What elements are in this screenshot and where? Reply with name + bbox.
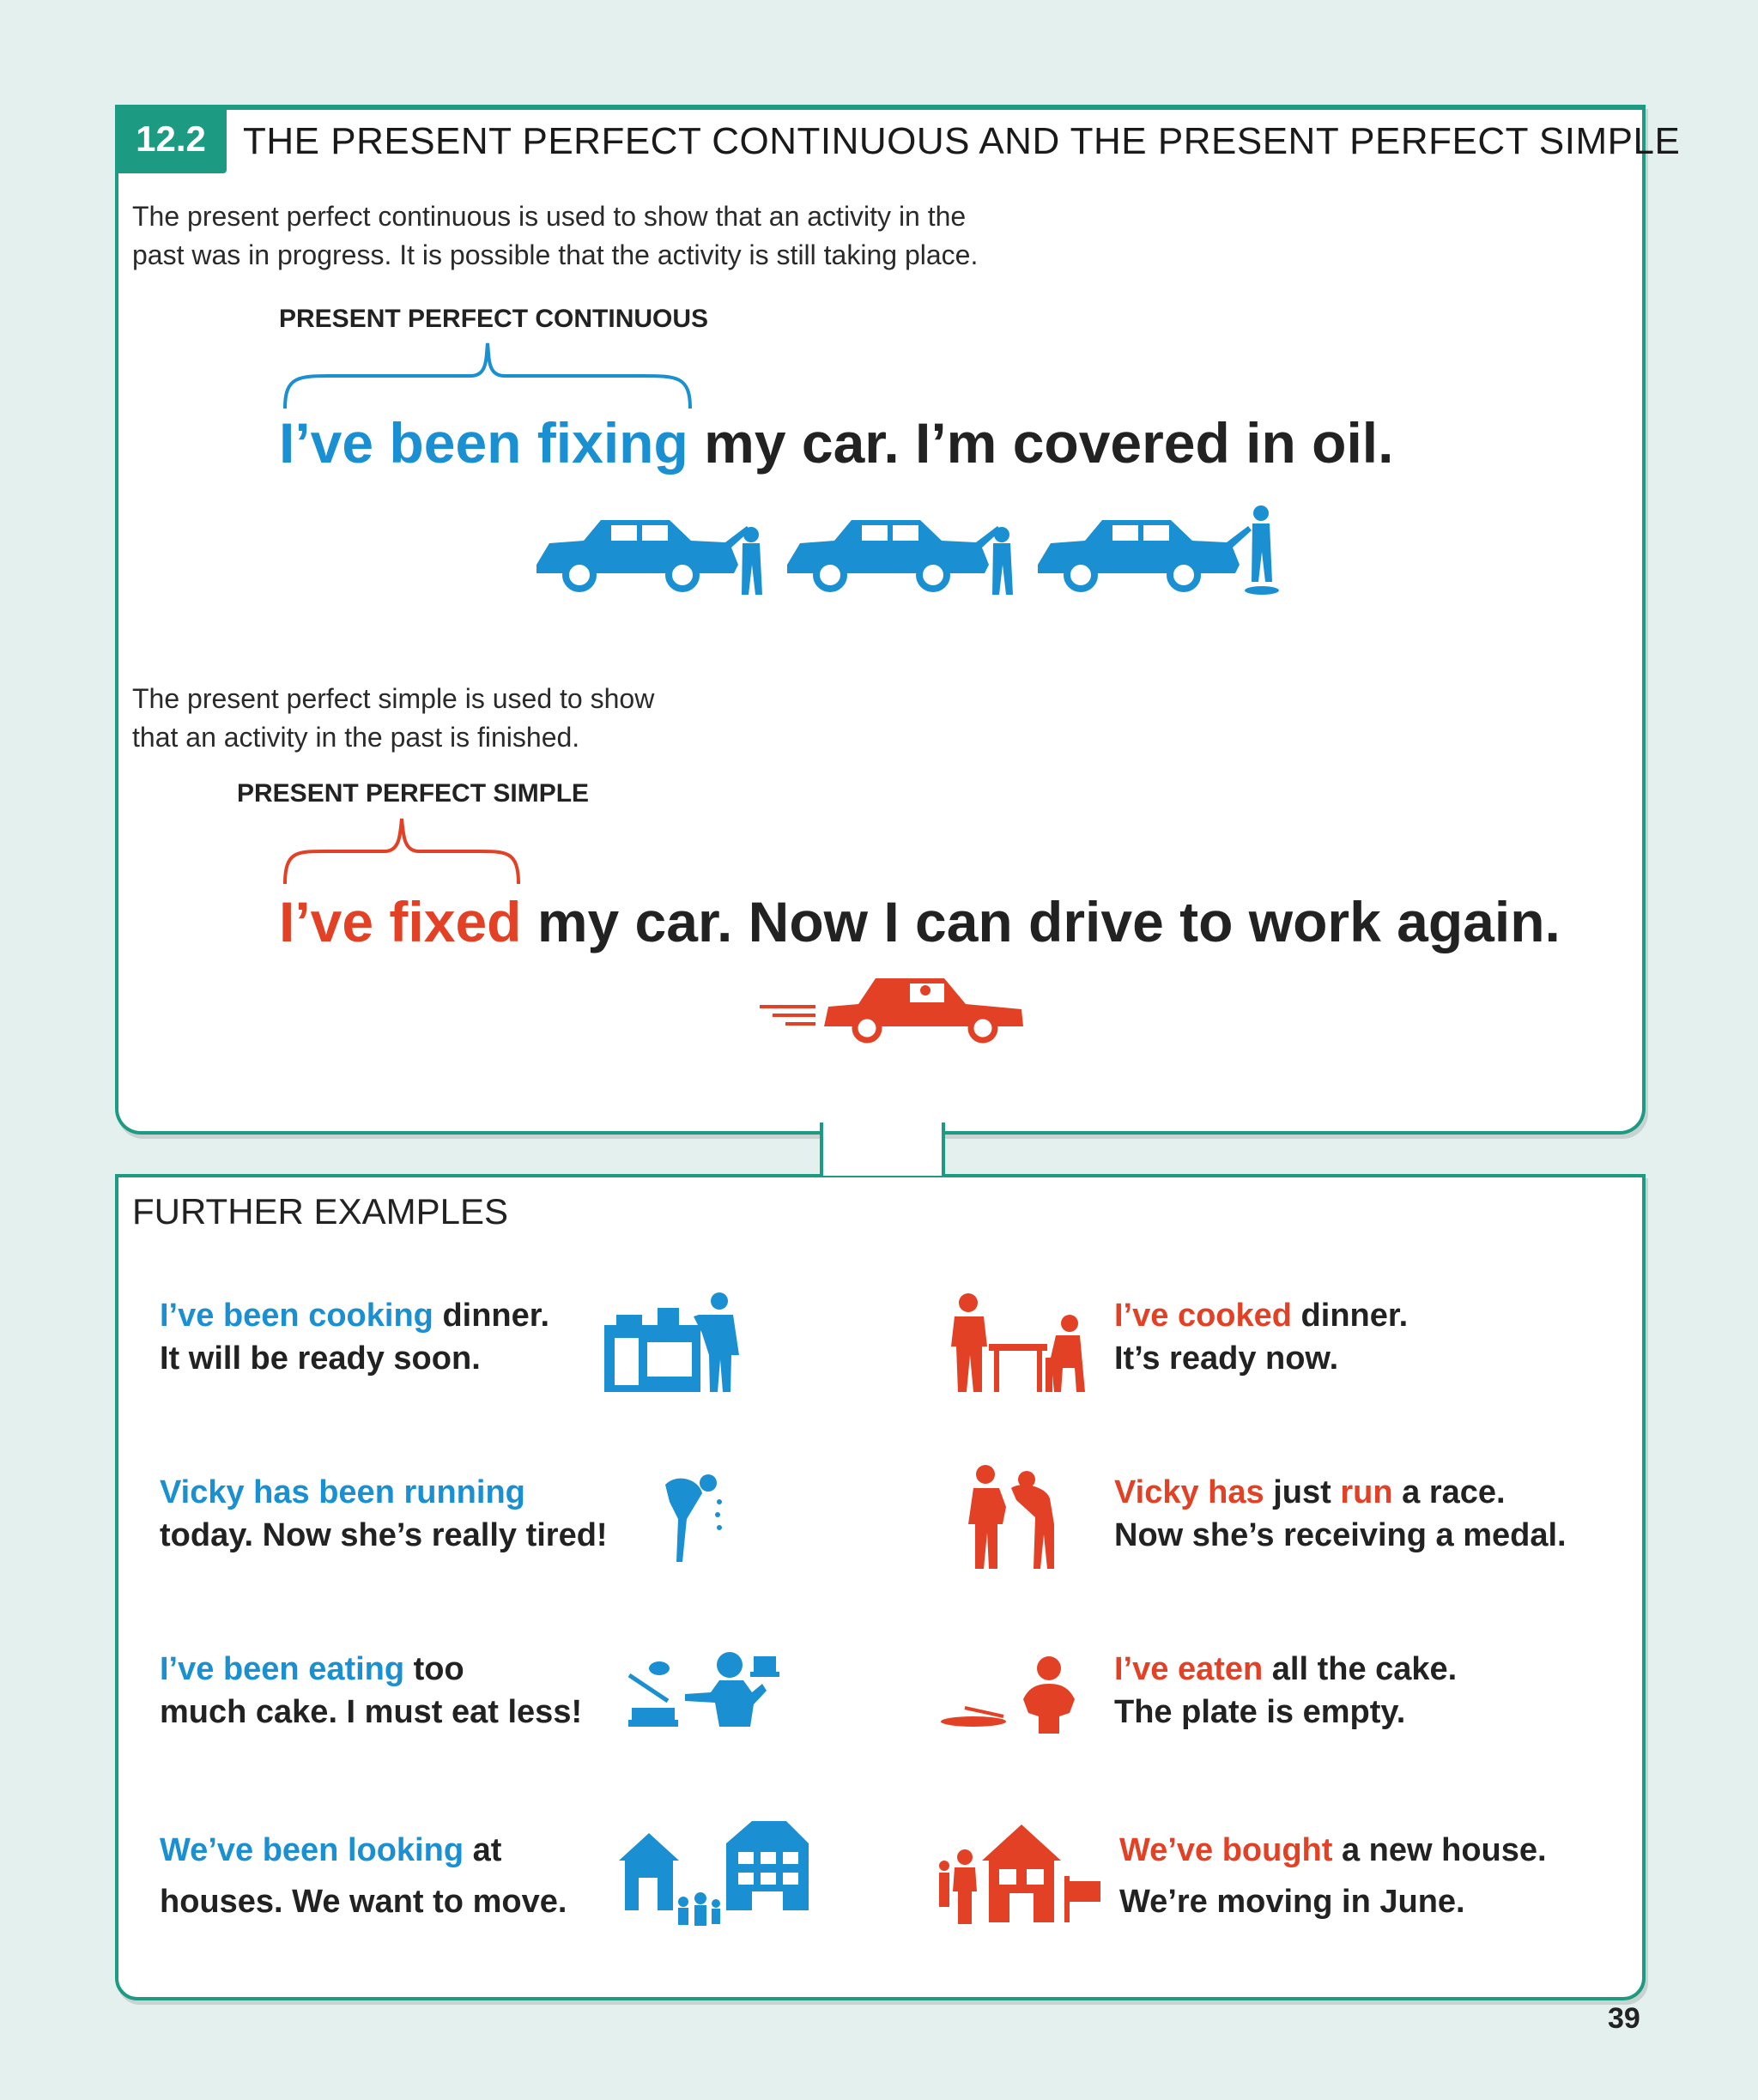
example-text: all the cake. — [1271, 1651, 1458, 1687]
simple-sentence-rest: my car. Now I can drive to work again. — [536, 890, 1561, 953]
simple-label: PRESENT PERFECT SIMPLE — [237, 779, 590, 808]
medal-ceremony-icon — [968, 1464, 1071, 1570]
example-highlight: Vicky has been running — [160, 1474, 525, 1510]
example-right-4 — [1119, 1825, 1547, 1928]
simple-sentence-highlight: I’ve fixed — [279, 890, 522, 953]
example-highlight: Vicky has — [1114, 1474, 1264, 1510]
example-left-3 — [160, 1648, 582, 1734]
example-text: We’re moving in June. — [1119, 1884, 1465, 1920]
page-number: 39 — [1608, 2002, 1640, 2035]
example-right-3 — [1114, 1648, 1457, 1734]
example-right-2 — [1114, 1471, 1567, 1557]
example-text: too — [413, 1651, 464, 1687]
continuous-sentence — [279, 410, 1393, 475]
cooking-icon — [597, 1291, 748, 1394]
example-left-1 — [160, 1294, 549, 1380]
empty-plate-icon — [939, 1656, 1085, 1742]
tired-runner-icon — [661, 1468, 730, 1570]
further-examples-title: FURTHER EXAMPLES — [132, 1191, 508, 1232]
driving-car-icon — [755, 968, 1030, 1045]
continuous-sentence-rest: my car. I’m covered in oil. — [704, 411, 1394, 475]
continuous-intro — [132, 197, 978, 275]
example-text: The plate is empty. — [1114, 1694, 1406, 1730]
simple-sentence — [279, 889, 1561, 954]
example-text: It’s ready now. — [1114, 1340, 1339, 1377]
example-highlight: run — [1340, 1474, 1393, 1510]
example-text: a new house. — [1341, 1832, 1547, 1868]
continuous-brace — [282, 342, 694, 410]
example-highlight: I’ve cooked — [1114, 1298, 1292, 1334]
new-house-icon — [936, 1814, 1107, 1926]
simple-intro — [132, 680, 654, 757]
example-text: today. Now she’s really tired! — [160, 1517, 608, 1553]
example-highlight: I’ve been cooking — [160, 1298, 433, 1334]
continuous-intro-line1: The present perfect continuous is used to show that an activity in the — [132, 201, 967, 232]
car-repair-icon — [532, 505, 1288, 599]
house-hunting-icon — [615, 1818, 812, 1928]
example-highlight: I’ve eaten — [1114, 1651, 1264, 1687]
panel-connector — [820, 1123, 945, 1176]
example-left-4 — [160, 1825, 567, 1928]
example-text: at — [472, 1832, 502, 1868]
example-text: much cake. I must eat less! — [160, 1694, 583, 1730]
section-title: THE PRESENT PERFECT CONTINUOUS AND THE PRESENT PERFECT SIMPLE — [243, 120, 1681, 162]
example-text: houses. We want to move. — [160, 1884, 567, 1920]
dinner-served-icon — [949, 1291, 1087, 1394]
continuous-intro-line2: past was in progress. It is possible that the activity is still taking place. — [132, 239, 979, 270]
simple-intro-line1: The present perfect simple is used to show — [132, 683, 655, 714]
example-left-2 — [160, 1471, 608, 1557]
example-text: It will be ready soon. — [160, 1340, 481, 1377]
example-text: dinner. — [442, 1298, 550, 1334]
example-right-1 — [1114, 1294, 1408, 1380]
continuous-label: PRESENT PERFECT CONTINUOUS — [279, 305, 709, 333]
example-highlight: We’ve been looking — [160, 1832, 464, 1868]
example-highlight: We’ve bought — [1119, 1832, 1333, 1868]
example-text: just — [1273, 1474, 1331, 1510]
example-highlight: I’ve been eating — [160, 1651, 405, 1687]
example-text: dinner. — [1300, 1298, 1409, 1334]
section-number: 12.2 — [115, 105, 227, 173]
simple-brace — [282, 817, 522, 886]
example-text: Now she’s receiving a medal. — [1114, 1517, 1567, 1553]
eating-cake-icon — [625, 1649, 779, 1744]
simple-intro-line2: that an activity in the past is finished. — [132, 722, 580, 753]
example-text: a race. — [1402, 1474, 1506, 1510]
continuous-sentence-highlight: I’ve been fixing — [279, 411, 688, 475]
